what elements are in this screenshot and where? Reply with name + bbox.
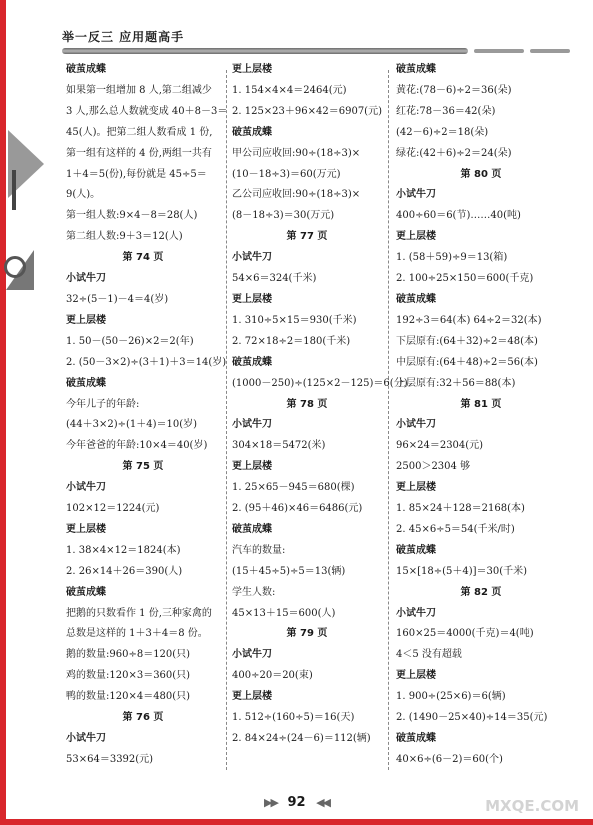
page-reference: 第 81 页 <box>460 398 502 410</box>
section-heading: 破茧成蝶 <box>232 523 272 535</box>
answer-line: 4＜5 没有超载 <box>396 649 462 661</box>
page-reference: 第 78 页 <box>286 398 328 410</box>
answer-line: 1. 38×4×12＝1824(本) <box>66 544 181 556</box>
section-heading: 破茧成蝶 <box>396 544 436 556</box>
answer-line: (1000－250)÷(125×2－125)＝6(分) <box>232 377 408 389</box>
answer-column-1 <box>66 60 228 785</box>
section-heading: 更上层楼 <box>232 64 272 75</box>
answer-line: 第二组人数:9＋3＝12(人) <box>66 231 183 243</box>
answer-line: 汽车的数量: <box>232 544 286 556</box>
answer-line: 1. 85×24＋128＝2168(本) <box>396 503 525 515</box>
section-heading: 更上层楼 <box>396 231 436 243</box>
answer-line: 192÷3＝64(本) 64÷2＝32(本) <box>396 314 542 326</box>
answer-line: 304×18＝5472(米) <box>232 440 326 452</box>
answer-line: 3 人,那么总人数就变成 40＋8－3＝ <box>66 105 228 117</box>
page-reference: 第 76 页 <box>122 712 164 724</box>
page-reference: 第 75 页 <box>122 461 164 473</box>
section-heading: 破茧成蝶 <box>396 64 436 75</box>
answer-line: (44＋3×2)÷(1＋4)＝10(岁) <box>66 419 198 431</box>
decorative-circle-icon <box>4 256 26 278</box>
answer-line: 上层原有:32＋56＝88(本) <box>396 377 516 389</box>
decorative-bar-icon <box>12 170 16 210</box>
answer-line: 今年爸爸的年龄:10×4＝40(岁) <box>66 440 208 452</box>
answer-line: (8－18÷3)＝30(万元) <box>232 210 335 222</box>
answer-column-3 <box>396 60 566 785</box>
answer-line: 乙公司应收回:90÷(18÷3)× <box>232 189 361 201</box>
section-heading: 破茧成蝶 <box>396 733 436 744</box>
section-heading: 破茧成蝶 <box>66 377 106 389</box>
book-title: 举一反三 应用题高手 <box>62 30 185 44</box>
answer-line: 绿花:(42＋6)÷2＝24(朵) <box>396 147 512 159</box>
page-reference: 第 77 页 <box>286 231 328 243</box>
answer-line: 2. 45×6÷5＝54(千米/时) <box>396 523 515 535</box>
answer-line: 2. (1490－25×40)÷14＝35(元) <box>396 712 548 724</box>
page-number: 92 <box>287 795 306 810</box>
answer-line: 160×25＝4000(千克)＝4(吨) <box>396 628 534 640</box>
answer-line: 黄花:(78－6)÷2＝36(朵) <box>396 84 512 96</box>
section-heading: 破茧成蝶 <box>396 293 436 305</box>
answer-line: 45(人)。把第二组人数看成 1 份, <box>66 126 213 138</box>
header-rule <box>530 49 570 53</box>
answer-line: 1. 25×65－945＝680(棵) <box>232 482 355 494</box>
answer-line: 1. 310÷5×15＝930(千米) <box>232 314 357 326</box>
answer-line: 如果第一组增加 8 人,第二组减少 <box>66 84 212 96</box>
answer-line: (42－6)÷2＝18(朵) <box>396 126 489 138</box>
answer-line: 1. 900÷(25×6)＝6(辆) <box>396 691 506 703</box>
section-heading: 更上层楼 <box>396 670 436 682</box>
section-heading: 更上层楼 <box>66 314 106 326</box>
section-heading: 更上层楼 <box>232 293 272 305</box>
answer-line: 400÷20＝20(束) <box>232 670 313 682</box>
answer-line: 32÷(5－1)－4＝4(岁) <box>66 293 169 305</box>
page-reference: 第 74 页 <box>122 252 164 264</box>
answer-line: 96×24＝2304(元) <box>396 440 484 452</box>
answer-line: 下层原有:(64＋32)÷2＝48(本) <box>396 335 538 347</box>
page-reference: 第 79 页 <box>286 628 328 640</box>
answer-line: 2500＞2304 够 <box>396 461 471 473</box>
answer-line: 102×12＝1224(元) <box>66 503 160 515</box>
answer-line: 2. (95＋46)×46＝6486(元) <box>232 503 363 515</box>
section-heading: 小试牛刀 <box>66 273 106 285</box>
answer-line: 学生人数: <box>232 586 276 598</box>
answer-line: 2. 125×23＋96×42＝6907(元) <box>232 105 382 117</box>
answer-line: 2. 84×24÷(24－6)＝112(辆) <box>232 733 371 744</box>
answer-line: 鹅的数量:960÷8＝120(只) <box>66 649 191 661</box>
watermark: MXQE.COM <box>485 797 579 815</box>
answer-line: 第一组人数:9×4－8＝28(人) <box>66 210 198 222</box>
answer-line: 400÷60＝6(节)……40(吨) <box>396 210 521 222</box>
answer-column-2 <box>232 60 408 785</box>
section-heading: 小试牛刀 <box>232 649 272 661</box>
answer-line: 45×13＋15＝600(人) <box>232 607 336 619</box>
section-heading: 小试牛刀 <box>396 419 436 431</box>
section-heading: 更上层楼 <box>232 691 272 703</box>
answer-line: 今年儿子的年龄: <box>66 398 140 410</box>
section-heading: 小试牛刀 <box>232 252 272 264</box>
answer-line: 1. 50－(50－26)×2＝2(年) <box>66 335 194 347</box>
answer-line: 总数是这样的 1＋3＋4＝8 份。 <box>66 628 208 640</box>
answer-line: 2. 26×14＋26＝390(人) <box>66 565 183 577</box>
page-reference: 第 82 页 <box>460 586 502 598</box>
answer-line: 54×6＝324(千米) <box>232 273 317 285</box>
answer-line: 2. (50－3×2)÷(3＋1)＋3＝14(岁) <box>66 356 227 368</box>
section-heading: 破茧成蝶 <box>232 356 272 368</box>
answer-line: 把鹅的只数看作 1 份,三种家禽的 <box>66 607 212 619</box>
answer-line: 1＋4＝5(份),每份就是 45÷5＝ <box>66 168 207 180</box>
header-rule <box>474 49 524 53</box>
answer-line: 1. 154×4×4＝2464(元) <box>232 84 347 96</box>
answer-line: 40×6÷(6－2)＝60(个) <box>396 753 503 765</box>
answer-line: 15×[18÷(5＋4)]＝30(千米) <box>396 565 528 577</box>
section-heading: 小试牛刀 <box>396 607 436 619</box>
column-divider <box>226 70 228 770</box>
section-heading: 更上层楼 <box>66 523 106 535</box>
answer-line: 甲公司应收回:90÷(18÷3)× <box>232 147 361 159</box>
header-rule <box>62 48 468 54</box>
answer-line: (10－18÷3)＝60(万元) <box>232 168 341 180</box>
answer-line: 9(人)。 <box>66 189 101 201</box>
answer-line: 2. 100÷25×150＝600(千克) <box>396 273 534 285</box>
answer-line: 中层原有:(64＋48)÷2＝56(本) <box>396 356 538 368</box>
section-heading: 小试牛刀 <box>232 419 272 431</box>
answer-line: (15＋45÷5)÷5＝13(辆) <box>232 565 346 577</box>
section-heading: 小试牛刀 <box>66 733 106 744</box>
section-heading: 更上层楼 <box>232 461 272 473</box>
answer-line: 53×64＝3392(元) <box>66 753 154 765</box>
section-heading: 破茧成蝶 <box>232 126 272 138</box>
answer-line: 2. 72×18÷2＝180(千米) <box>232 335 351 347</box>
answer-line: 1. 512÷(160÷5)＝16(天) <box>232 712 355 724</box>
section-heading: 破茧成蝶 <box>66 64 106 75</box>
section-heading: 更上层楼 <box>396 482 436 494</box>
section-heading: 小试牛刀 <box>396 189 436 201</box>
section-heading: 破茧成蝶 <box>66 586 106 598</box>
footer-arrows-left: ▶▶ <box>264 796 277 809</box>
column-divider <box>388 70 390 770</box>
answer-line: 红花:78－36＝42(朵) <box>396 105 496 117</box>
answer-line: 鸭的数量:120×4＝480(只) <box>66 691 191 703</box>
answer-line: 1. (58＋59)÷9＝13(箱) <box>396 252 508 264</box>
section-heading: 小试牛刀 <box>66 482 106 494</box>
footer-arrows-right: ◀◀ <box>316 796 329 809</box>
answer-line: 第一组有这样的 4 份,两组一共有 <box>66 147 212 159</box>
page-reference: 第 80 页 <box>460 168 502 180</box>
answer-line: 鸡的数量:120×3＝360(只) <box>66 670 191 682</box>
